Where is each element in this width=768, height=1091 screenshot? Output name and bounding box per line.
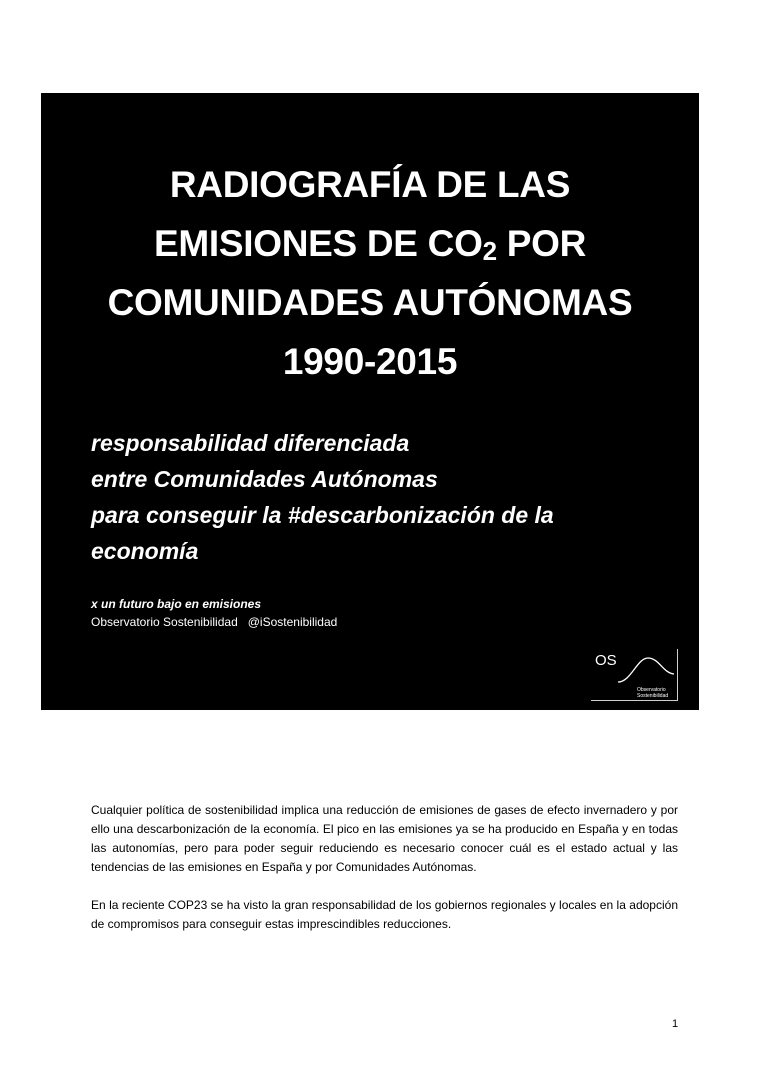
logo-curve-icon: [617, 655, 675, 685]
cover-banner: [41, 93, 699, 710]
subtitle-line-1: responsabilidad diferenciada: [91, 430, 410, 456]
paragraph-2: En la reciente COP23 se ha visto la gran responsabilidad de los gobiernos regionales y locales en la adopción de compromisos para conseguir estas imprescindibles reducciones.: [91, 898, 678, 931]
page-number: 1: [672, 1018, 679, 1030]
logo-name-line-1: Observatorio: [637, 687, 666, 693]
logo-name-line-2: Sostenibilidad: [637, 693, 669, 699]
twitter-handle: @iSostenibilidad: [247, 615, 338, 629]
title-line-4: 1990-2015: [282, 341, 458, 382]
title-line-2-text: EMISIONES DE CO: [154, 223, 483, 264]
body-text: [91, 801, 678, 953]
organization-line: [91, 614, 337, 630]
paragraph-1: Cualquier política de sostenibilidad implica una reducción de emisiones de gases de efecto invernadero y por ello una descarbonización de la economía. El pico en las emisiones ya se ha producido en España y en todas las autonomías, pero para poder seguir reduciendo es necesario conocer cuál es el estado actual y las tendencias de las emisiones en España y por Comunidades Autónomas.: [91, 803, 678, 874]
title-line-1: RADIOGRAFÍA DE LAS: [169, 164, 571, 205]
document-title: [41, 155, 699, 391]
logo-name: [637, 687, 668, 699]
logo-initials: OS: [595, 652, 617, 669]
subtitle-line-2: entre Comunidades Autónomas: [91, 466, 438, 492]
organization-name: Observatorio Sostenibilidad: [91, 615, 238, 629]
title-line-3: COMUNIDADES AUTÓNOMAS: [107, 282, 633, 323]
tagline: x un futuro bajo en emisiones: [91, 597, 262, 611]
os-logo: [591, 649, 678, 701]
title-line-2: [41, 214, 699, 273]
title-line-2-tail: POR: [506, 223, 586, 264]
subtitle-line-4: economía: [91, 538, 199, 564]
document-subtitle: [91, 425, 671, 569]
co2-subscript: 2: [482, 236, 497, 266]
subtitle-line-3: para conseguir la #descarbonización de la: [91, 502, 554, 528]
